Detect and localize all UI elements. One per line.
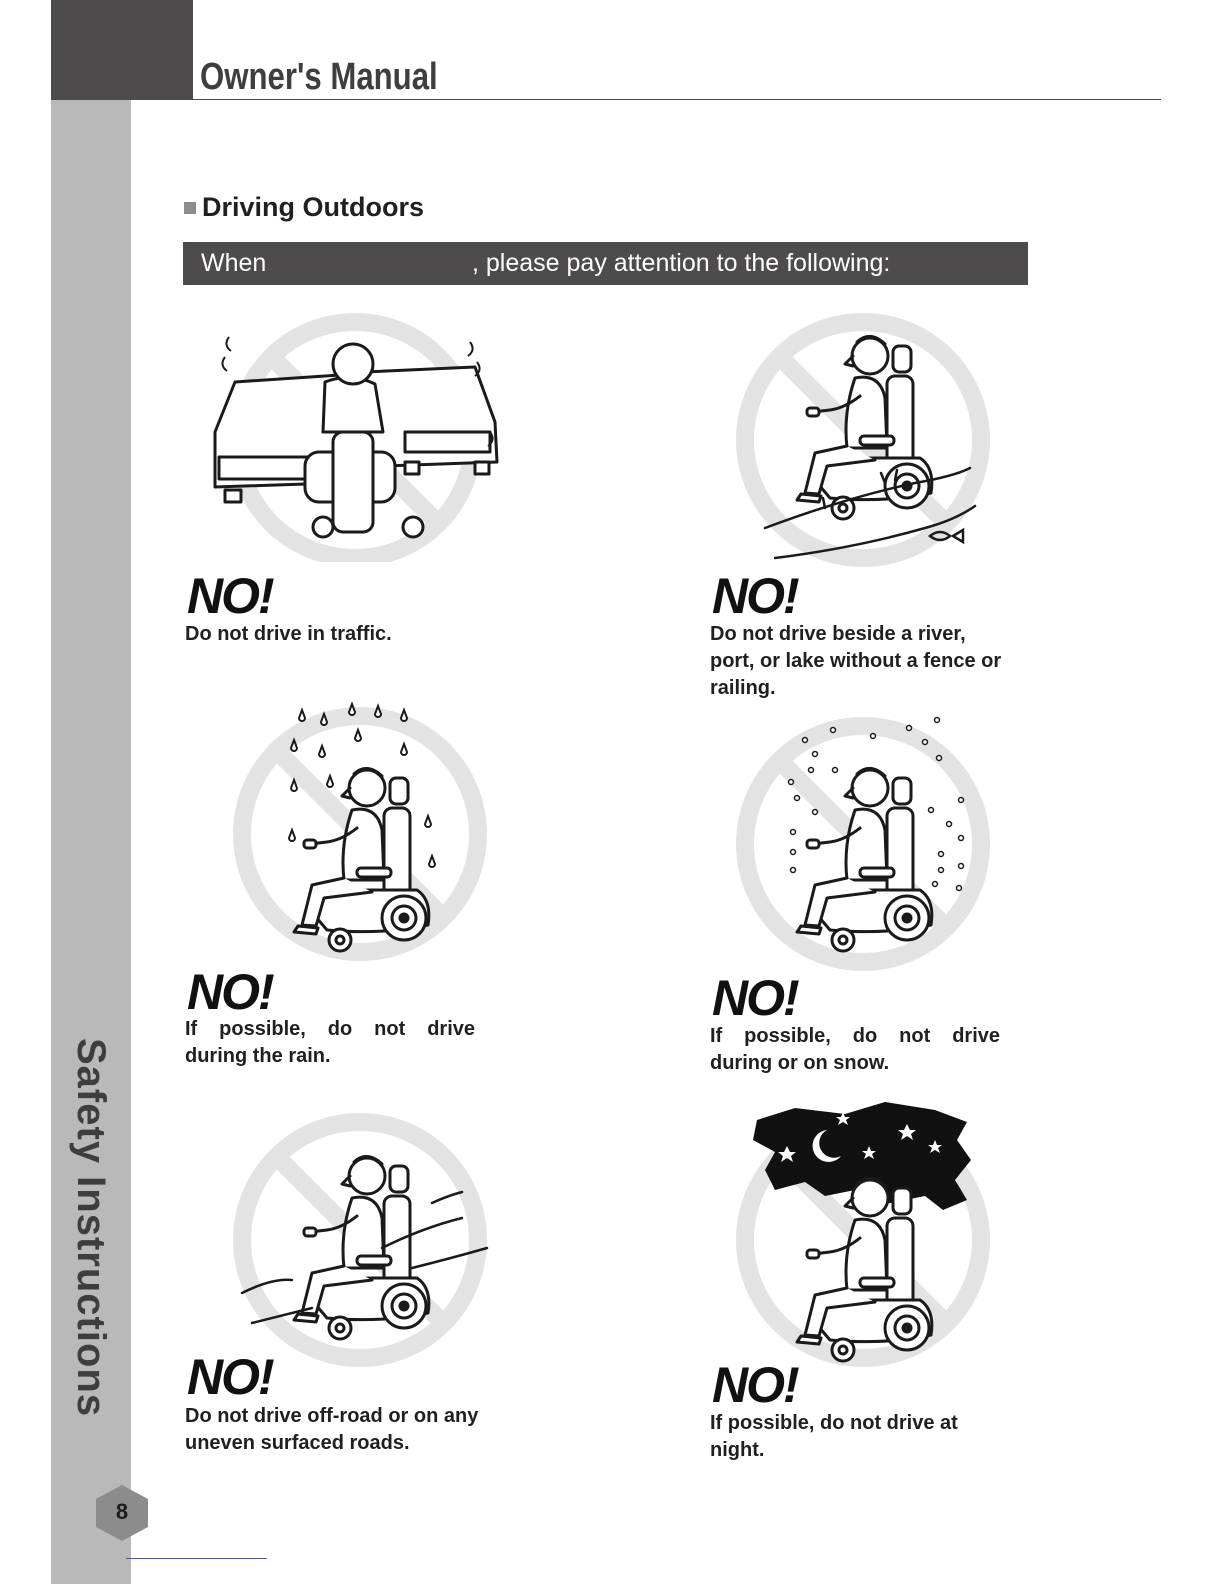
- night-illustration-icon: [735, 1100, 995, 1368]
- no-label-2: NO!: [712, 568, 798, 624]
- no-label-3: NO!: [187, 964, 273, 1020]
- offroad-illustration-icon: [232, 1108, 492, 1370]
- manual-title: Owner's Manual: [200, 56, 438, 98]
- section-title: [184, 192, 424, 223]
- rain-illustration-icon: [232, 700, 492, 962]
- banner-text-end: , please pay attention to the following:: [472, 249, 891, 277]
- no-label-5: NO!: [187, 1349, 273, 1405]
- traffic-illustration-icon: [205, 312, 505, 562]
- no-label-4: NO!: [712, 970, 798, 1026]
- caption-6: If possible, do not drive at night.: [710, 1412, 958, 1461]
- caption-3: If possible, do not drive during the rain.: [185, 1018, 475, 1067]
- snow-illustration-icon: [735, 712, 995, 974]
- caption-1: Do not drive in traffic.: [185, 623, 392, 645]
- square-bullet-icon: [184, 202, 196, 214]
- caption-4: If possible, do not drive during or on snow.: [710, 1025, 1000, 1074]
- river-illustration-icon: [735, 308, 995, 570]
- caption-5: Do not drive off-road or on any uneven surfaced roads.: [185, 1405, 479, 1454]
- header-rule: [193, 99, 1161, 100]
- no-label-1: NO!: [187, 568, 273, 624]
- bottom-link-line: [126, 1558, 267, 1559]
- caption-2: Do not drive beside a river, port, or lake without a fence or railing.: [710, 623, 1002, 699]
- banner-text-start: When: [201, 249, 267, 277]
- section-title-text: Driving Outdoors: [202, 192, 424, 222]
- instruction-banner: [183, 242, 1028, 285]
- page-number: 8: [115, 1499, 129, 1524]
- no-label-6: NO!: [712, 1357, 798, 1413]
- sidebar-label: Safety Instructions: [69, 1038, 113, 1418]
- header-block: [51, 0, 193, 100]
